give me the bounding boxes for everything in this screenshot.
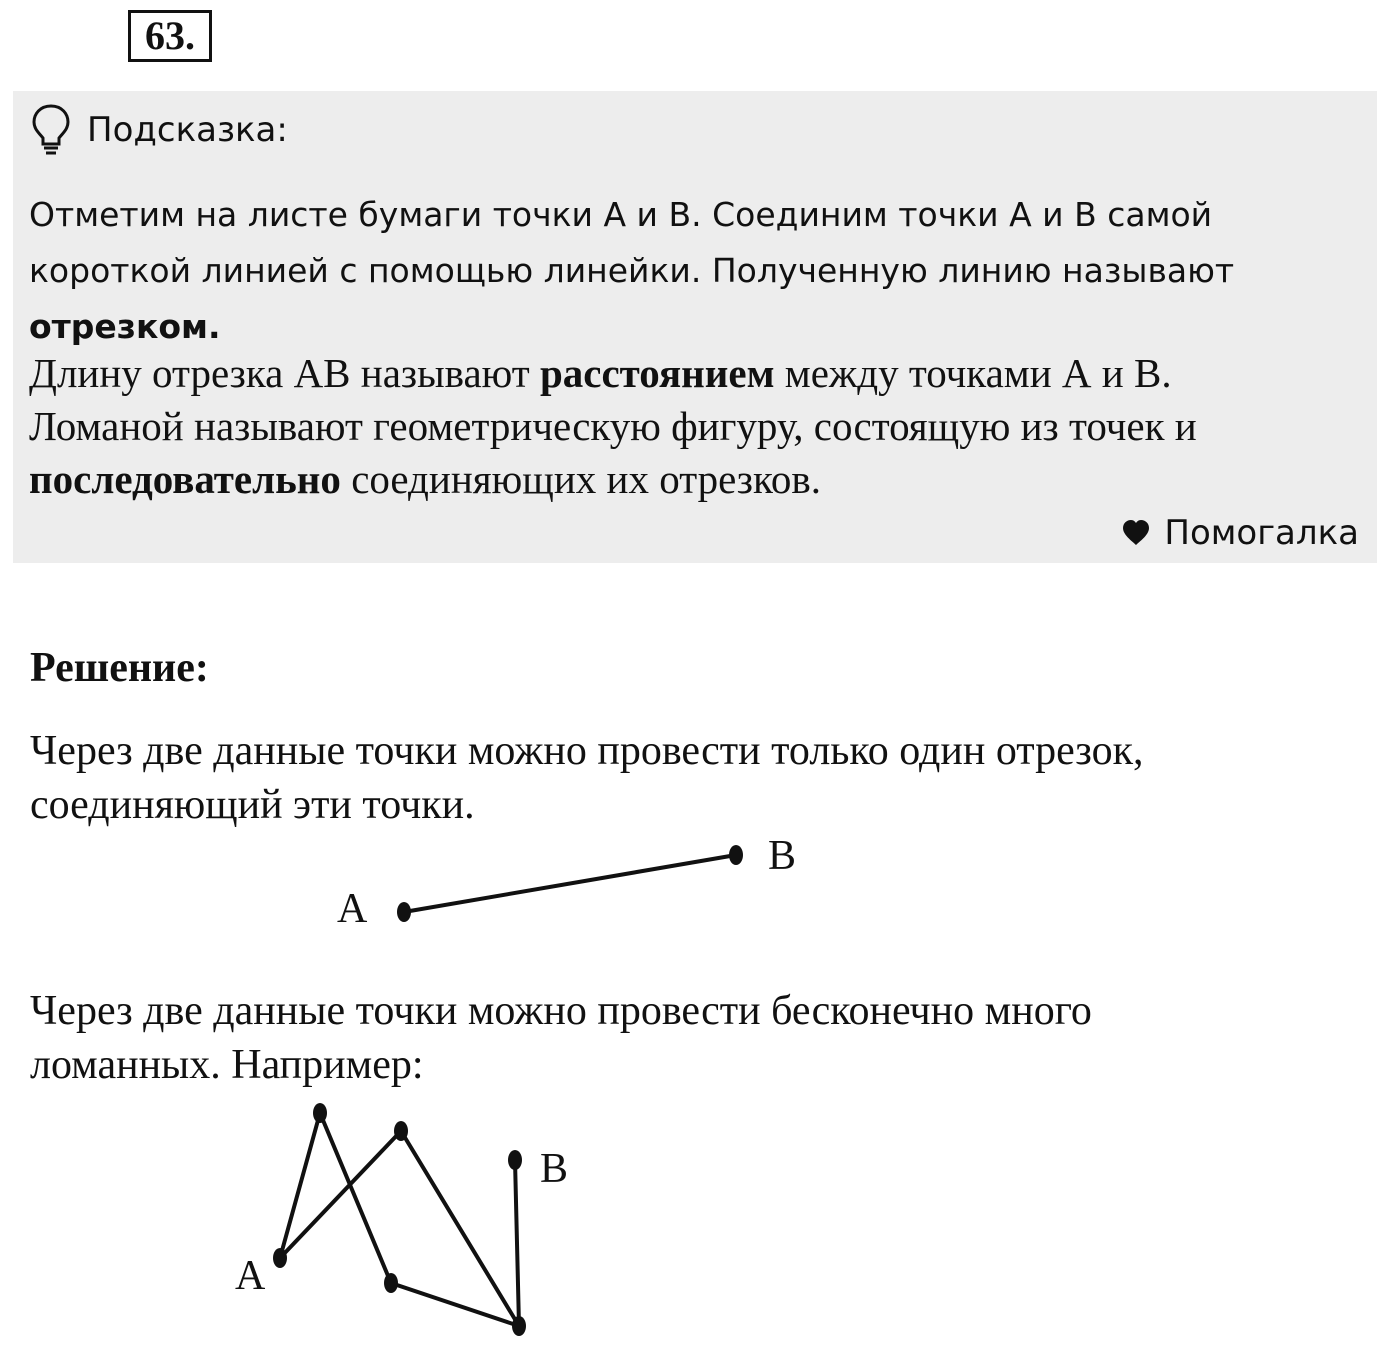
- hint-title: Подсказка:: [87, 110, 288, 150]
- polyline-point-b-label: В: [540, 1146, 569, 1192]
- vertex-4: [512, 1316, 526, 1336]
- point-b-label: В: [768, 833, 797, 879]
- polyline-2: [280, 1131, 519, 1326]
- hint-line-2: короткой линией с помощью линейки. Полученную линию называют: [29, 251, 1235, 290]
- polyline-point-a-label: А: [235, 1253, 266, 1299]
- solution-heading: Решение:: [30, 645, 209, 691]
- vertex-2: [394, 1121, 408, 1141]
- vertex-1: [313, 1103, 327, 1123]
- brand-name: Помогалка: [1164, 513, 1359, 553]
- term-segment: отрезком.: [29, 307, 221, 346]
- definition-polyline-line-1: Ломаной называют геометрическую фигуру, состоящую из точек и: [29, 403, 1197, 449]
- vertex-a: [273, 1248, 287, 1268]
- vertex-b: [508, 1150, 522, 1170]
- point-a-label: А: [337, 886, 368, 932]
- term-sequential: последовательно: [29, 456, 341, 502]
- definition-polyline-line-2: последовательно соединяющих их отрезков.: [29, 456, 821, 502]
- solution-paragraph-1: Через две данные точки можно провести только один отрезок, соединяющий эти точки.: [30, 728, 1144, 828]
- term-distance: расстоянием: [539, 350, 775, 396]
- problem-number: 63.: [128, 10, 212, 62]
- vertex-3: [384, 1273, 398, 1293]
- definition-distance: Длину отрезка АВ называют расстоянием между точками А и В.: [29, 350, 1172, 396]
- hint-line-1: Отметим на листе бумаги точки А и В. Соединим точки А и В самой: [29, 195, 1213, 234]
- solution-paragraph-2: Через две данные точки можно провести бесконечно много ломанных. Например:: [30, 988, 1092, 1088]
